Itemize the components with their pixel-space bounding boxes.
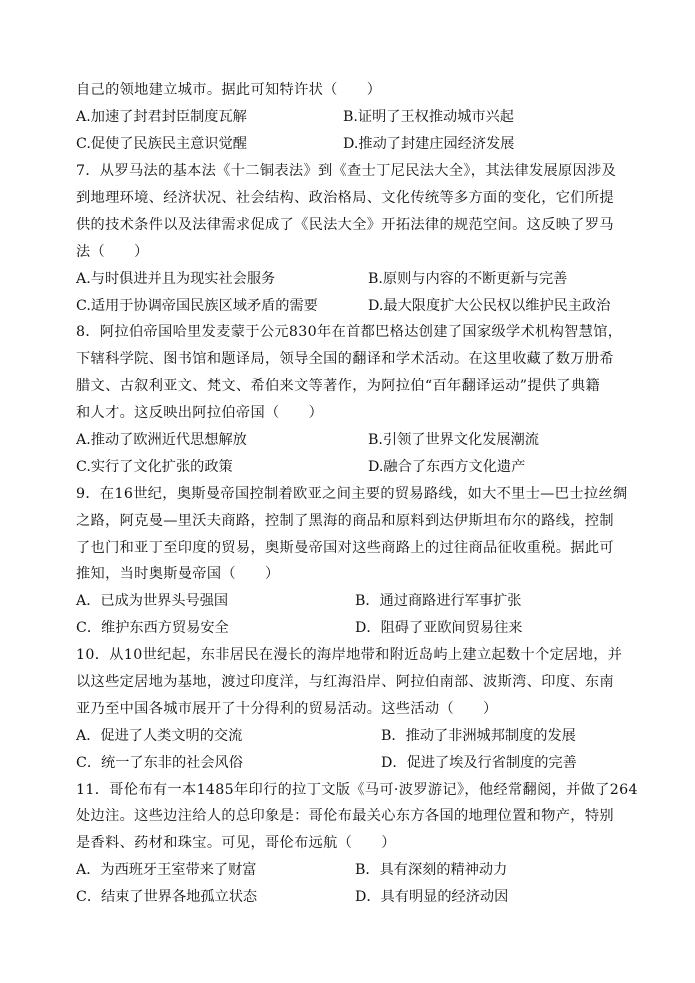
q9-stem-line-1: 9．在16世纪，奥斯曼帝国控制着欧亚之间主要的贸易路线，如大不里士—巴士拉丝绸 (76, 486, 628, 502)
q7-option-a: A.与时俱进并且为现实社会服务 (76, 271, 276, 287)
q7-stem-line-1: 7．从罗马法的基本法《十二铜表法》到《查士丁尼民法大全》，其法律发展原因涉及 (76, 163, 617, 179)
q7-option-c: C.适用于协调帝国民族区域矛盾的需要 (76, 298, 318, 314)
q11-option-c: C．结束了世界各地孤立状态 (76, 889, 258, 905)
q8-option-a: A.推动了欧洲近代思想解放 (76, 432, 247, 448)
q9-option-b: B．通过商路进行军事扩张 (355, 593, 522, 609)
q6-option-c: C.促使了民族民主意识觉醒 (76, 136, 247, 152)
q7-option-d: D.最大限度扩大公民权以维护民主政治 (368, 298, 611, 314)
q9-stem-line-3: 了也门和亚丁至印度的贸易，奥斯曼帝国对这些商路上的过往商品征收重税。据此可 (76, 540, 614, 556)
q10-stem-line-1: 10．从10世纪起，东非居民在漫长的海岸地带和附近岛屿上建立起数十个定居地，并 (76, 647, 623, 663)
q10-option-b: B．推动了非洲城邦制度的发展 (381, 728, 576, 744)
q6-option-d: D.推动了封建庄园经济发展 (343, 136, 515, 152)
q10-option-a: A．促进了人类文明的交流 (76, 728, 243, 744)
q9-option-a: A．已成为世界头号强国 (76, 593, 229, 609)
q6-option-b: B.证明了王权推动城市兴起 (343, 109, 514, 125)
q7-stem-line-3: 供的技术条件以及法律需求促成了《民法大全》开拓法律的规范空间。这反映了罗马 (76, 217, 614, 233)
q8-stem-line-1: 8．阿拉伯帝国哈里发麦蒙于公元830年在首都巴格达创建了国家级学术机构智慧馆， (76, 324, 623, 340)
q7-option-b: B.原则与内容的不断更新与完善 (368, 271, 568, 287)
q11-stem-line-1: 11．哥伦布有一本1485年印行的拉丁文版《马可·波罗游记》，他经常翻阅，并做了264 (76, 782, 638, 798)
q10-option-d: D．促进了埃及行省制度的完善 (381, 755, 577, 771)
q8-stem-line-3: 腊文、古叙利亚文、梵文、希伯来文等著作，为阿拉伯“百年翻译运动”提供了典籍 (76, 378, 601, 394)
q9-stem-line-4: 推知，当时奥斯曼帝国（ ） (76, 566, 280, 582)
q6-option-a: A.加速了封君封臣制度瓦解 (76, 109, 247, 125)
q11-option-b: B．具有深刻的精神动力 (355, 862, 508, 878)
q10-stem-line-2: 以这些定居地为基地，渡过印度洋，与红海沿岸、阿拉伯南部、波斯湾、印度、东南 (76, 674, 614, 690)
q9-option-c: C．维护东西方贸易安全 (76, 620, 229, 636)
q7-stem-line-2: 到地理环境、经济状况、社会结构、政治格局、文化传统等多方面的变化，它们所提 (76, 190, 614, 206)
q9-option-d: D．阻碍了亚欧间贸易往来 (355, 620, 523, 636)
q10-stem-line-3: 亚乃至中国各城市展开了十分得利的贸易活动。这些活动（ ） (76, 701, 498, 717)
q11-stem-line-3: 是香料、药材和珠宝。可见，哥伦布远航（ ） (76, 835, 396, 851)
q10-option-c: C．统一了东非的社会风俗 (76, 755, 243, 771)
q11-option-d: D．具有明显的经济动因 (355, 889, 509, 905)
q8-stem-line-2: 下辖科学院、图书馆和题译局，领导全国的翻译和学术活动。在这里收藏了数万册希 (76, 351, 614, 367)
q6-stem-line-1: 自己的领地建立城市。据此可知特许状（ ） (76, 82, 382, 98)
q8-option-b: B.引领了世界文化发展潮流 (368, 432, 539, 448)
q8-stem-line-4: 和人才。这反映出阿拉伯帝国（ ） (76, 405, 324, 421)
q11-stem-line-2: 处边注。这些边注给人的总印象是：哥伦布最关心东方各国的地理位置和物产，特别 (76, 808, 614, 824)
q8-option-d: D.融合了东西方文化遗产 (368, 459, 526, 475)
q9-stem-line-2: 之路，阿克曼—里沃夫商路，控制了黑海的商品和原料到达伊斯坦布尔的路线，控制 (76, 513, 614, 529)
q11-option-a: A．为西班牙王室带来了财富 (76, 862, 257, 878)
q7-stem-line-4: 法（ ） (76, 244, 149, 260)
q8-option-c: C.实行了文化扩张的政策 (76, 459, 233, 475)
